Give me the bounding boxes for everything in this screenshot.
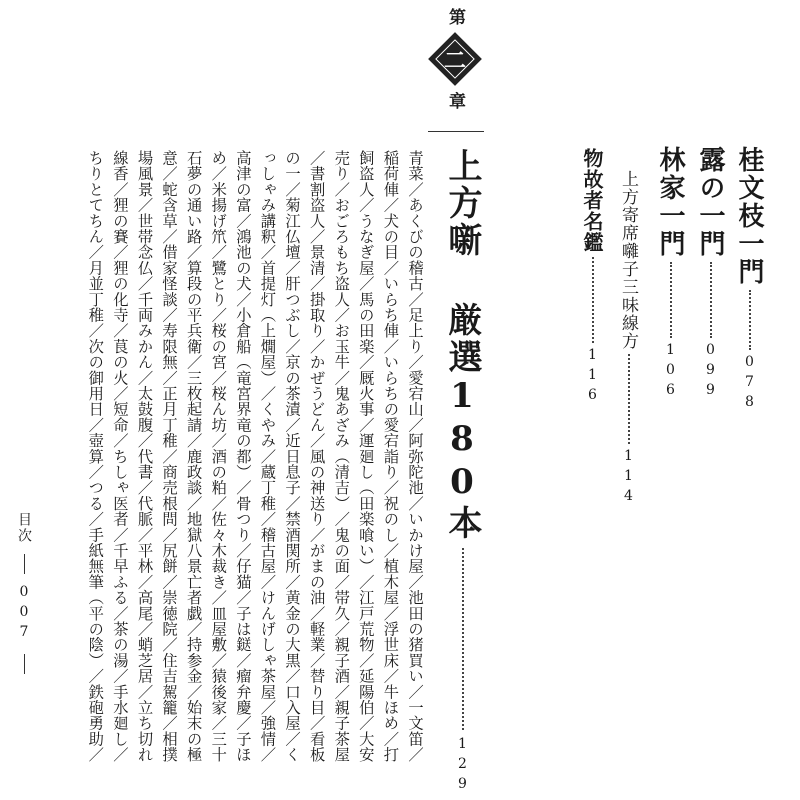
toc-entry-obituary[interactable] xyxy=(578,148,607,628)
folio-rule xyxy=(24,654,25,674)
list-line: 売り／おごろもち盗人／お玉牛／鬼あざみ（清吉）／鬼の面／帯久／親子酒／親子茶屋 xyxy=(332,150,351,763)
list-line: ／書割盗人／景清／掛取り／かぜうどん／風の神送り／がまの油／軽業／替り目／看板 xyxy=(307,150,326,763)
toc-entry-label: 林家一門 xyxy=(655,146,685,258)
section-kamigata-180[interactable] xyxy=(438,148,487,796)
chapter-suffix: 章 xyxy=(445,92,465,109)
list-line: 場風景／世帯念仏／千両みかん／太鼓腹／代書／代脈／平林／高尾／蛸芝居／立ち切れ xyxy=(135,150,154,763)
section-title: 上方噺 厳選180本 xyxy=(442,148,482,542)
chapter-number: 二 xyxy=(443,47,466,74)
leader-dots xyxy=(592,257,594,343)
list-line: 線香／狸の賽／狸の化寺／茛の火／短命／ちしゃ医者／千早ふる／茶の湯／手水廻し／ xyxy=(110,150,129,763)
folio-label: 目次 xyxy=(16,512,32,544)
toc-entry-katsura-bunshi[interactable] xyxy=(731,146,768,626)
chapter-prefix: 第 xyxy=(445,8,465,25)
toc-entry-page: 106 xyxy=(662,342,679,402)
list-line: の一／菊江仏壇／肝つぶし／京の茶漬／近日息子／禁酒関所／黄金の大黒／口入屋／く xyxy=(283,150,302,763)
list-line: 意／蛇含草／借家怪談／寿限無／正月丁稚／商売根問／尻餅／崇徳院／住吉駕籠／相撲 xyxy=(160,150,179,763)
story-titles-list xyxy=(83,150,427,790)
leader-dots xyxy=(670,262,672,338)
toc-entry-page: 116 xyxy=(584,347,601,407)
toc-entry-page: 099 xyxy=(702,342,719,402)
toc-entry-page: 078 xyxy=(741,354,758,414)
toc-entry-yose-hayashi[interactable] xyxy=(616,170,641,650)
toc-entry-label: 物故者名鑑 xyxy=(580,148,604,253)
page-folio xyxy=(14,512,34,684)
toc-entry-page: 114 xyxy=(620,448,637,508)
folio-page-number: 007 xyxy=(16,584,32,644)
list-line: 青菜／あくびの稽古／足上り／愛宕山／阿弥陀池／いかけ屋／池田の猪買い／一文笛／ xyxy=(406,150,424,763)
toc-entry-hayashiya[interactable] xyxy=(652,146,689,626)
folio-rule xyxy=(24,554,25,574)
chapter-rule xyxy=(428,131,484,132)
list-line: ちりとてちん／月並丁稚／次の御用日／壺算／つる／手紙無筆（平の陰）／鉄砲勇助／ xyxy=(86,150,105,763)
list-line: 高津の富／鴻池の犬／小倉船（竜宮界竜の都）／骨つり／仔猫／子は鎹／瘤弁慶／子ほ xyxy=(233,150,252,763)
list-line: め／米揚げ笊／鷺とり／桜の宮／桜ん坊／酒の粕／佐々木裁き／皿屋敷／猿後家／三十 xyxy=(209,150,228,763)
leader-dots xyxy=(710,262,712,338)
list-line: っしゃみ講釈／首提灯（上燗屋）／くやみ／蔵丁稚／稽古屋／けんげしゃ茶屋／強情／ xyxy=(258,150,277,763)
section-page: 129 xyxy=(454,736,471,796)
toc-entry-label: 上方寄席囃子三味線方 xyxy=(618,170,638,350)
list-line: 飼盗人／うなぎ屋／馬の田楽／厩火事／運廻し（田楽喰い）／江戸荒物／延陽伯／大安 xyxy=(356,150,375,763)
leader-dots xyxy=(749,290,751,350)
toc-entry-label: 桂文枝一門 xyxy=(734,146,764,286)
list-line: 稲荷俥／犬の目／いらち俥／いらちの愛宕詣り／祝のし／植木屋／浮世床／牛ほめ／打 xyxy=(381,150,400,763)
list-line: 石夢の通い路／算段の平兵衛／三枚起請／鹿政談／地獄八景亡者戯／持参金／始末の極 xyxy=(184,150,203,763)
leader-dots xyxy=(462,548,464,730)
leader-dots xyxy=(628,354,630,444)
toc-entry-label: 露の一門 xyxy=(695,146,725,258)
toc-entry-tsuyu[interactable] xyxy=(692,146,729,626)
